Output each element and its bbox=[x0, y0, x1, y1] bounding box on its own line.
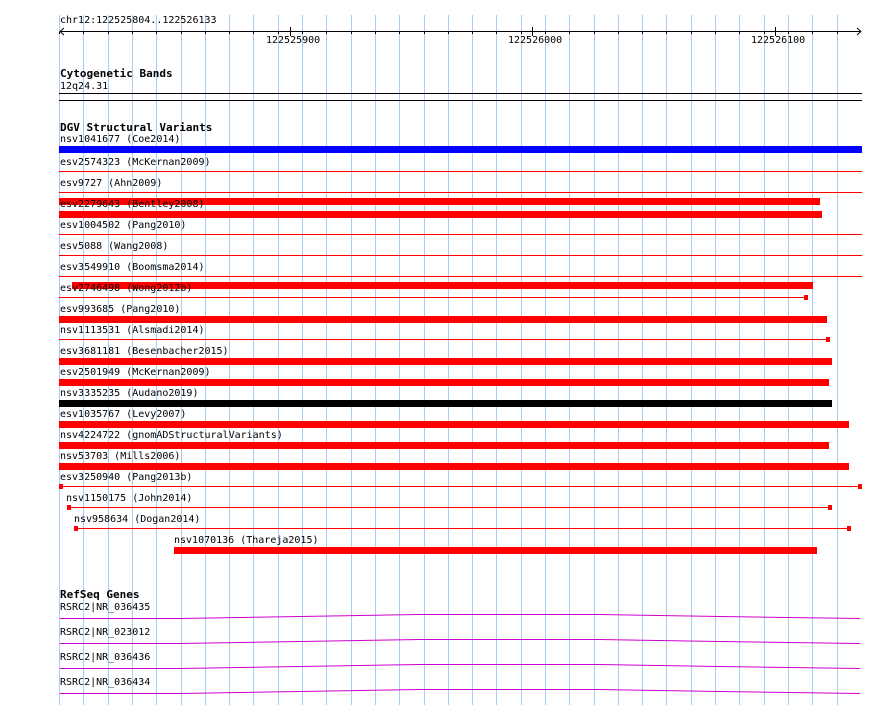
variant-end-marker[interactable] bbox=[74, 526, 78, 531]
variant-label[interactable]: esv3250940 (Pang2013b) bbox=[60, 472, 193, 483]
variant-end-marker[interactable] bbox=[847, 526, 851, 531]
variant-label[interactable]: esv993685 (Pang2010) bbox=[60, 304, 181, 315]
dgv-track-title: DGV Structural Variants bbox=[60, 121, 213, 134]
variant-feature[interactable] bbox=[59, 421, 849, 428]
variant-feature[interactable] bbox=[59, 211, 822, 218]
variant-label[interactable]: esv5088 (Wang2008) bbox=[60, 241, 169, 252]
variant-feature[interactable] bbox=[59, 234, 862, 235]
cytoband-label[interactable]: 12q24.31 bbox=[60, 81, 109, 92]
variant-label[interactable]: nsv1041677 (Coe2014) bbox=[60, 134, 181, 145]
gene-label[interactable]: RSRC2|NR_036435 bbox=[60, 602, 151, 613]
cytoband-line bbox=[59, 93, 862, 94]
ruler-arrow-right bbox=[857, 28, 861, 32]
variant-label[interactable]: esv2574323 (McKernan2009) bbox=[60, 157, 211, 168]
variant-feature[interactable] bbox=[59, 379, 829, 386]
gene-feature[interactable] bbox=[0, 637, 890, 649]
gene-intron-line bbox=[60, 615, 860, 619]
variant-feature[interactable] bbox=[69, 507, 830, 508]
tick-label-2: 122526000 bbox=[508, 35, 563, 46]
variant-feature[interactable] bbox=[59, 255, 862, 256]
tick-label-3: 122526100 bbox=[751, 35, 806, 46]
variant-label[interactable]: nsv1150175 (John2014) bbox=[66, 493, 193, 504]
variant-label[interactable]: nsv4224722 (gnomADStructuralVariants) bbox=[60, 430, 283, 441]
refseq-track-title: RefSeq Genes bbox=[60, 588, 140, 601]
variant-label[interactable]: nsv958634 (Dogan2014) bbox=[74, 514, 201, 525]
variant-label[interactable]: esv3549910 (Boomsma2014) bbox=[60, 262, 205, 273]
variant-feature[interactable] bbox=[59, 358, 832, 365]
variant-label[interactable]: esv1004502 (Pang2010) bbox=[60, 220, 187, 231]
gene-intron-line bbox=[60, 690, 860, 694]
variant-end-marker[interactable] bbox=[67, 505, 71, 510]
variant-feature[interactable] bbox=[59, 442, 829, 449]
variant-feature[interactable] bbox=[59, 463, 849, 470]
variant-feature[interactable] bbox=[59, 146, 862, 153]
variant-feature[interactable] bbox=[59, 339, 828, 340]
ruler-arrow-left bbox=[60, 28, 64, 32]
variant-feature[interactable] bbox=[61, 486, 860, 487]
gene-intron-line bbox=[60, 640, 860, 644]
variant-end-marker[interactable] bbox=[804, 295, 808, 300]
variant-feature[interactable] bbox=[59, 192, 862, 193]
gene-feature[interactable] bbox=[0, 612, 890, 624]
variant-label[interactable]: esv1035767 (Levy2007) bbox=[60, 409, 187, 420]
gene-intron-line bbox=[60, 665, 860, 669]
gene-label[interactable]: RSRC2|NR_023012 bbox=[60, 627, 151, 638]
variant-end-marker[interactable] bbox=[828, 505, 832, 510]
variant-label[interactable]: nsv3335235 (Audano2019) bbox=[60, 388, 199, 399]
variant-label[interactable]: nsv53703 (Mills2006) bbox=[60, 451, 181, 462]
variant-label[interactable]: nsv1113531 (Alsmadi2014) bbox=[60, 325, 205, 336]
location-label: chr12:122525804..122526133 bbox=[60, 15, 217, 26]
variant-end-marker[interactable] bbox=[858, 484, 862, 489]
tick-label-1: 122525900 bbox=[266, 35, 321, 46]
variant-end-marker[interactable] bbox=[826, 337, 830, 342]
variant-label[interactable]: esv3681181 (Besenbacher2015) bbox=[60, 346, 229, 357]
variant-feature[interactable] bbox=[59, 400, 832, 407]
variant-end-marker[interactable] bbox=[59, 484, 63, 489]
gene-feature[interactable] bbox=[0, 687, 890, 699]
cytoband-divider bbox=[59, 100, 862, 101]
variant-feature[interactable] bbox=[76, 528, 849, 529]
variant-label[interactable]: esv2746498 (Wong2012b) bbox=[60, 283, 193, 294]
variant-label[interactable]: esv2279643 (Bentley2008) bbox=[60, 199, 205, 210]
variant-feature[interactable] bbox=[59, 316, 827, 323]
ruler-arrow-left bbox=[60, 32, 64, 36]
cytoband-track-title: Cytogenetic Bands bbox=[60, 67, 173, 80]
variant-label[interactable]: esv2501949 (McKernan2009) bbox=[60, 367, 211, 378]
variant-label[interactable]: nsv1070136 (Thareja2015) bbox=[174, 535, 319, 546]
variant-feature[interactable] bbox=[59, 171, 862, 172]
gene-feature[interactable] bbox=[0, 662, 890, 674]
variant-feature[interactable] bbox=[59, 297, 806, 298]
variant-feature[interactable] bbox=[174, 547, 817, 554]
gene-label[interactable]: RSRC2|NR_036434 bbox=[60, 677, 151, 688]
ruler-arrow-right bbox=[857, 32, 861, 36]
gene-label[interactable]: RSRC2|NR_036436 bbox=[60, 652, 151, 663]
variant-feature[interactable] bbox=[59, 276, 862, 277]
variant-label[interactable]: esv9727 (Ahn2009) bbox=[60, 178, 163, 189]
